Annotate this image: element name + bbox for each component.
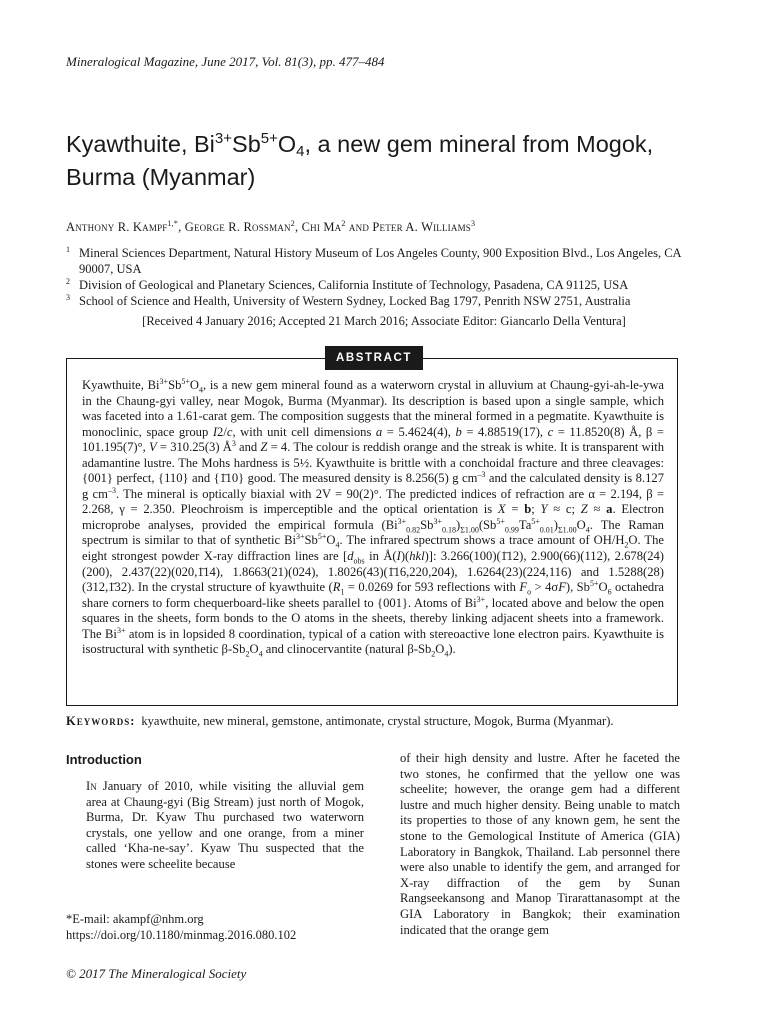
affiliations	[66, 245, 706, 309]
author-name: Chi Ma	[301, 220, 342, 234]
right-column-text: of their high density and lustre. After he faceted the two stones, he confirmed that the yellow one was scheelite; however, the orange gem had a different lustre and much higher density. Being unable to match its properties to those of any known gem, he sent the stone to the Gemological Institute of America (GIA) Laboratory in Bangkok, Thailand. Lab personnel there were also unable to identify the gem, and arranged for X-ray diffraction of the gem by Sunan Rangseekansong and Manop Tirarattanasompt at the GIA Laboratory in Bangkok; their examination indicated that the orange gem	[400, 751, 680, 937]
footnote	[66, 911, 296, 943]
left-column	[66, 752, 366, 873]
abstract-text: Kyawthuite, $Bi^{3+}Sb^{5+}O_4$, is a new gem mineral found as a waterworn crystal in alluvium at Chaung-gyi-ah-le-ywa in the Chaung-gyi valley, near Mogok, Burma (Myanmar). Its description is based upon a single sample, which was faceted into a 1.61-carat gem. The composition suggests that the mineral formed in a pegmatite. Kyawthuite is monoclinic, space group I2/c, with unit cell dimensions a = 5.4624(4), b = 4.88519(17), c = 11.8520(8) Å, β = 101.195(7)°, V = 310.25(3) $Å^3$ and Z = 4. The colour is reddish orange and the streak is white. It is transparent with adamantine lustre. The Mohs hardness is 5½. Kyawthuite is brittle with a conchoidal fracture and three cleavages: {001} perfect, {110} and {1̄10} good. The measured density is 8.256(5) g $cm^{-3}$ and the calculated density is 8.127 g $cm^{-3}$. The mineral is optically biaxial with 2V = 90(2)°. The predicted indices of refraction are α = 2.194, β = 2.268, γ = 2.350. Pleochroism is imperceptible and the optical orientation is X = b; Y ≈ c; Z ≈ a. Electron microprobe analyses, provided the empirical formula $(Bi^{3+}_{0.82}Sb^{3+}_{0.18})_{\Sigma 1.00}(Sb^{5+}_{0.99}Ta^{5+}_{0.01})_{\Sigma 1.00}O_4$. The Raman spectrum is similar to that of synthetic $Bi^{3+}Sb^{5+}O_4$. The infrared spectrum shows a trace amount of $OH/H_2O$. The eight strongest powder X-ray diffraction lines are [$d_{obs}$ in Å(I)(hkl)]: 3.266(100)(1̄12), 2.900(66)(112), 2.678(24) (200), 2.437(22)(020,1̄14), 1.8663(21)(024), 1.8026(43)(1̄16,220,204), 1.6264(23)(224,116) and 1.5288(28)(312,1̄32). In the crystal structure of kyawthuite ($R_1 = 0.0269$ for 593 reflections with $F_o > 4\sigma F$), $Sb^{5+}O_6$ octahedra share corners to form chequerboard-like sheets parallel to {001}. Atoms of $Bi^{3+}$, located above and below the open squares in the sheets, form bonds to the O atoms in the sheets, thereby linking adjacent sheets into a framework. The $Bi^{3+}$ atom is in lopsided 8 coordination, typical of a cation with stereoactive lone electron pairs. Kyawthuite is isostructural with synthetic $\beta-Sb_2O_4$ and clinocervantite (natural $\beta-Sb_2O_4$).	[82, 376, 665, 659]
author-name: Peter A. Williams	[372, 220, 471, 234]
doi-link[interactable]: https://doi.org/10.1180/minmag.2016.080.102	[66, 928, 297, 942]
keywords: Keywords: kyawthuite, new mineral, gemstone, antimonate, crystal structure, Mogok, Burma (Myanmar).	[66, 714, 614, 728]
affiliation-item: 3 School of Science and Health, University of Western Sydney, Locked Bag 1797, Penrith NSW 2751, Australia	[66, 293, 631, 308]
affiliation-item: 2 Division of Geological and Planetary Sciences, California Institute of Technology, Pasadena, CA 91125, USA	[66, 277, 629, 292]
received-dates: [Received 4 January 2016; Accepted 21 March 2016; Associate Editor: Giancarlo Della Ventura]	[142, 314, 626, 328]
author-name: Anthony R. Kampf	[66, 220, 168, 234]
copyright: © 2017 The Mineralogical Society	[66, 966, 247, 981]
intro-paragraph: In January of 2010, while visiting the alluvial gem area at Chaung-gyi (Big Stream) just north of Mogok, Burma, Dr. Kyaw Thu purchased two waterworn crystals, one yellow and one orange, from a miner called ‘Kha-ne-say’. Kyaw Thu suspected that the stones were scheelite because	[86, 779, 364, 871]
author-email: *E-mail: akampf@nhm.org	[66, 912, 204, 926]
author-list: Anthony R. Kampf$^{1,*}$, George R. Rossman$^2$, Chi Ma$^2$ and Peter A. Williams$^3$	[66, 219, 476, 234]
journal-citation: Mineralogical Magazine, June 2017, Vol. 81(3), pp. 477–484	[66, 54, 385, 69]
abstract-label: ABSTRACT	[325, 346, 423, 370]
author-name: George R. Rossman	[184, 220, 291, 234]
affiliation-item: 1 Mineral Sciences Department, Natural History Museum of Los Angeles County, 900 Exposition Blvd., Los Angeles, CA 90007, USA	[66, 245, 681, 276]
article-title: Kyawthuite, $Bi^{3+}Sb^{5+}O_4$, a new gem mineral from Mogok, Burma (Myanmar)	[66, 130, 654, 190]
section-heading: Introduction	[66, 752, 142, 767]
